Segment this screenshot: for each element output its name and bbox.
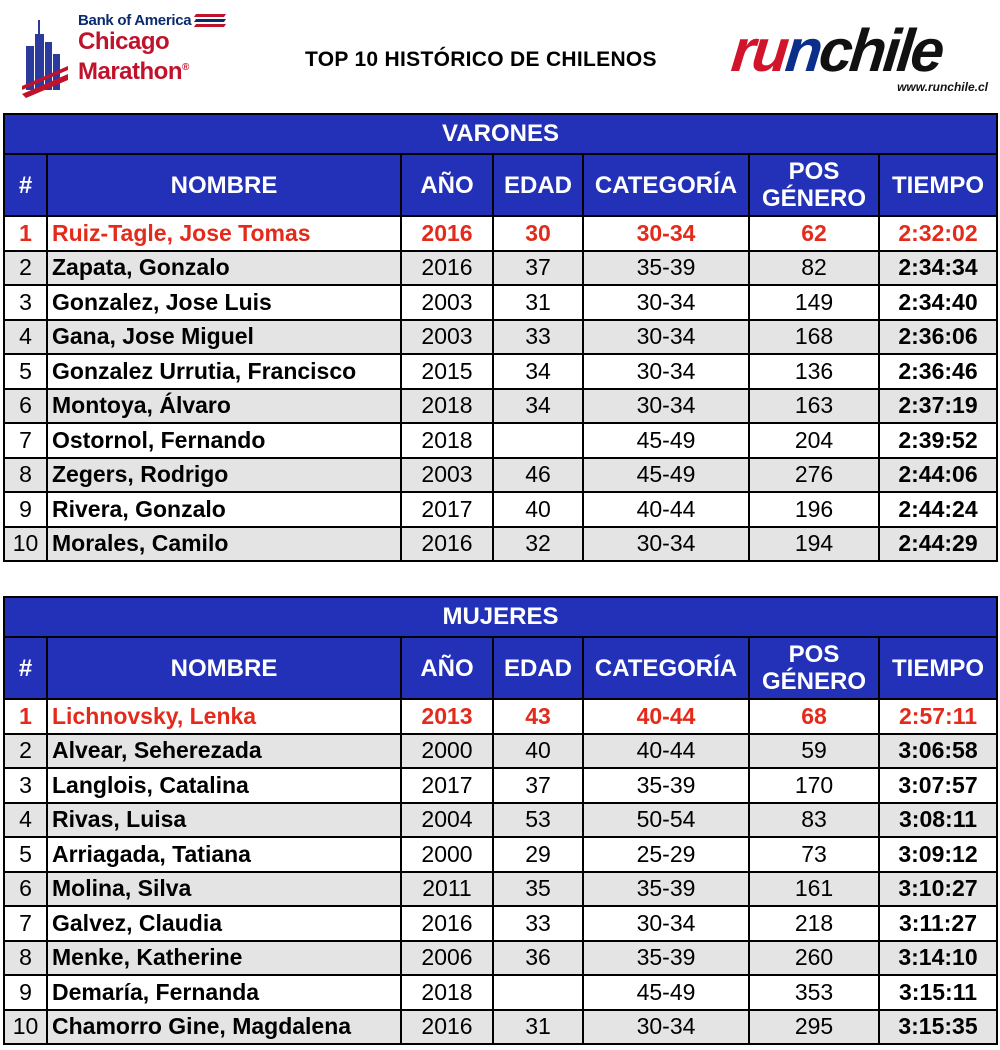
column-header-row bbox=[4, 637, 997, 699]
table-row bbox=[4, 492, 997, 527]
cell-year: 2003 bbox=[401, 320, 493, 355]
cell-age: 46 bbox=[493, 458, 583, 493]
cell-name: Lichnovsky, Lenka bbox=[47, 699, 401, 734]
cell-age bbox=[493, 975, 583, 1010]
cell-name: Galvez, Claudia bbox=[47, 906, 401, 941]
cell-year: 2015 bbox=[401, 354, 493, 389]
table-row bbox=[4, 837, 997, 872]
cell-category: 30-34 bbox=[583, 1010, 749, 1045]
cell-name: Chamorro Gine, Magdalena bbox=[47, 1010, 401, 1045]
cell-rank: 8 bbox=[4, 458, 47, 493]
table-row bbox=[4, 734, 997, 769]
table-row bbox=[4, 768, 997, 803]
page-title: TOP 10 HISTÓRICO DE CHILENOS bbox=[305, 48, 657, 71]
cell-gender-position: 276 bbox=[749, 458, 879, 493]
cell-age: 43 bbox=[493, 699, 583, 734]
cell-category: 30-34 bbox=[583, 906, 749, 941]
cell-gender-position: 353 bbox=[749, 975, 879, 1010]
table-row bbox=[4, 251, 997, 286]
table-row bbox=[4, 699, 997, 734]
cell-rank: 3 bbox=[4, 768, 47, 803]
cell-gender-position: 194 bbox=[749, 527, 879, 562]
event-name-line2: Marathon bbox=[78, 58, 182, 85]
cell-rank: 7 bbox=[4, 423, 47, 458]
varones-table bbox=[3, 113, 998, 562]
cell-age: 36 bbox=[493, 941, 583, 976]
col-year: AÑO bbox=[401, 637, 493, 699]
table-row bbox=[4, 320, 997, 355]
cell-category: 30-34 bbox=[583, 389, 749, 424]
cell-gender-position: 163 bbox=[749, 389, 879, 424]
col-time: TIEMPO bbox=[879, 154, 997, 216]
cell-rank: 5 bbox=[4, 837, 47, 872]
cell-gender-position: 59 bbox=[749, 734, 879, 769]
cell-category: 30-34 bbox=[583, 527, 749, 562]
col-rank: # bbox=[4, 154, 47, 216]
cell-name: Rivera, Gonzalo bbox=[47, 492, 401, 527]
col-category: CATEGORÍA bbox=[583, 154, 749, 216]
cell-name: Rivas, Luisa bbox=[47, 803, 401, 838]
cell-rank: 1 bbox=[4, 216, 47, 251]
cell-age: 53 bbox=[493, 803, 583, 838]
cell-time: 2:34:34 bbox=[879, 251, 997, 286]
sponsor-name: Bank of America bbox=[78, 12, 192, 29]
cell-rank: 7 bbox=[4, 906, 47, 941]
cell-year: 2003 bbox=[401, 285, 493, 320]
brand-n: n bbox=[782, 17, 824, 84]
cell-rank: 2 bbox=[4, 734, 47, 769]
registered-mark: ® bbox=[182, 62, 189, 73]
table-row bbox=[4, 1010, 997, 1045]
cell-year: 2013 bbox=[401, 699, 493, 734]
cell-time: 2:44:06 bbox=[879, 458, 997, 493]
cell-year: 2017 bbox=[401, 492, 493, 527]
cell-category: 30-34 bbox=[583, 320, 749, 355]
cell-age: 29 bbox=[493, 837, 583, 872]
table-row bbox=[4, 216, 997, 251]
cell-category: 45-49 bbox=[583, 975, 749, 1010]
cell-name: Gonzalez, Jose Luis bbox=[47, 285, 401, 320]
col-age: EDAD bbox=[493, 637, 583, 699]
col-year: AÑO bbox=[401, 154, 493, 216]
cell-time: 2:37:19 bbox=[879, 389, 997, 424]
cell-age: 31 bbox=[493, 285, 583, 320]
cell-year: 2018 bbox=[401, 423, 493, 458]
cell-time: 3:10:27 bbox=[879, 872, 997, 907]
cell-name: Morales, Camilo bbox=[47, 527, 401, 562]
cell-gender-position: 204 bbox=[749, 423, 879, 458]
section-title-mujeres: MUJERES bbox=[4, 597, 997, 637]
cell-gender-position: 62 bbox=[749, 216, 879, 251]
cell-rank: 2 bbox=[4, 251, 47, 286]
cell-category: 30-34 bbox=[583, 216, 749, 251]
cell-gender-position: 82 bbox=[749, 251, 879, 286]
cell-category: 40-44 bbox=[583, 492, 749, 527]
cell-gender-position: 218 bbox=[749, 906, 879, 941]
table-row bbox=[4, 906, 997, 941]
col-category: CATEGORÍA bbox=[583, 637, 749, 699]
cell-category: 40-44 bbox=[583, 734, 749, 769]
cell-gender-position: 161 bbox=[749, 872, 879, 907]
cell-age: 34 bbox=[493, 389, 583, 424]
table-row bbox=[4, 354, 997, 389]
table-row bbox=[4, 423, 997, 458]
cell-year: 2016 bbox=[401, 251, 493, 286]
cell-year: 2016 bbox=[401, 906, 493, 941]
cell-name: Menke, Katherine bbox=[47, 941, 401, 976]
cell-time: 2:34:40 bbox=[879, 285, 997, 320]
cell-name: Montoya, Álvaro bbox=[47, 389, 401, 424]
table-row bbox=[4, 975, 997, 1010]
cell-time: 3:09:12 bbox=[879, 837, 997, 872]
column-header-row bbox=[4, 154, 997, 216]
table-row bbox=[4, 872, 997, 907]
cell-year: 2016 bbox=[401, 1010, 493, 1045]
cell-year: 2018 bbox=[401, 975, 493, 1010]
cell-rank: 6 bbox=[4, 872, 47, 907]
cell-name: Molina, Silva bbox=[47, 872, 401, 907]
cell-rank: 4 bbox=[4, 320, 47, 355]
cell-year: 2006 bbox=[401, 941, 493, 976]
cell-rank: 10 bbox=[4, 527, 47, 562]
cell-name: Arriagada, Tatiana bbox=[47, 837, 401, 872]
cell-time: 3:08:11 bbox=[879, 803, 997, 838]
col-name: NOMBRE bbox=[47, 154, 401, 216]
cell-category: 45-49 bbox=[583, 458, 749, 493]
cell-category: 35-39 bbox=[583, 941, 749, 976]
cell-rank: 4 bbox=[4, 803, 47, 838]
page-header bbox=[0, 0, 1000, 110]
mujeres-table bbox=[3, 596, 998, 1045]
cell-category: 45-49 bbox=[583, 423, 749, 458]
cell-rank: 9 bbox=[4, 492, 47, 527]
cell-time: 2:36:46 bbox=[879, 354, 997, 389]
cell-category: 30-34 bbox=[583, 354, 749, 389]
col-name: NOMBRE bbox=[47, 637, 401, 699]
cell-age: 34 bbox=[493, 354, 583, 389]
section-title-varones: VARONES bbox=[4, 114, 997, 154]
flag-icon bbox=[195, 14, 225, 28]
cell-year: 2004 bbox=[401, 803, 493, 838]
cell-age bbox=[493, 423, 583, 458]
cell-gender-position: 168 bbox=[749, 320, 879, 355]
chicago-marathon-logo bbox=[22, 10, 232, 96]
cell-year: 2016 bbox=[401, 527, 493, 562]
cell-year: 2011 bbox=[401, 872, 493, 907]
cell-category: 35-39 bbox=[583, 872, 749, 907]
cell-category: 40-44 bbox=[583, 699, 749, 734]
brand-chile: chile bbox=[816, 17, 945, 84]
cell-time: 2:39:52 bbox=[879, 423, 997, 458]
cell-time: 3:15:35 bbox=[879, 1010, 997, 1045]
cell-year: 2003 bbox=[401, 458, 493, 493]
cell-time: 3:06:58 bbox=[879, 734, 997, 769]
cell-category: 35-39 bbox=[583, 251, 749, 286]
cell-time: 3:15:11 bbox=[879, 975, 997, 1010]
cell-age: 32 bbox=[493, 527, 583, 562]
boa-wordmark bbox=[78, 12, 225, 85]
runchile-logo bbox=[728, 14, 994, 104]
cell-name: Langlois, Catalina bbox=[47, 768, 401, 803]
cell-time: 2:32:02 bbox=[879, 216, 997, 251]
cell-gender-position: 170 bbox=[749, 768, 879, 803]
cell-time: 2:57:11 bbox=[879, 699, 997, 734]
cell-gender-position: 149 bbox=[749, 285, 879, 320]
table-row bbox=[4, 527, 997, 562]
cell-category: 30-34 bbox=[583, 285, 749, 320]
cell-category: 50-54 bbox=[583, 803, 749, 838]
cell-rank: 5 bbox=[4, 354, 47, 389]
cell-gender-position: 295 bbox=[749, 1010, 879, 1045]
cell-age: 31 bbox=[493, 1010, 583, 1045]
cell-time: 3:07:57 bbox=[879, 768, 997, 803]
table-row bbox=[4, 389, 997, 424]
cell-year: 2000 bbox=[401, 734, 493, 769]
cell-rank: 9 bbox=[4, 975, 47, 1010]
cell-gender-position: 68 bbox=[749, 699, 879, 734]
table-row bbox=[4, 941, 997, 976]
brand-url: www.runchile.cl bbox=[897, 80, 988, 94]
cell-year: 2017 bbox=[401, 768, 493, 803]
cell-name: Demaría, Fernanda bbox=[47, 975, 401, 1010]
cell-gender-position: 83 bbox=[749, 803, 879, 838]
cell-category: 35-39 bbox=[583, 768, 749, 803]
cell-rank: 1 bbox=[4, 699, 47, 734]
cell-category: 25-29 bbox=[583, 837, 749, 872]
cell-time: 3:14:10 bbox=[879, 941, 997, 976]
col-gender-position: POS GÉNERO bbox=[749, 637, 879, 699]
cell-time: 2:44:24 bbox=[879, 492, 997, 527]
cell-age: 30 bbox=[493, 216, 583, 251]
cell-name: Ostornol, Fernando bbox=[47, 423, 401, 458]
table-row bbox=[4, 803, 997, 838]
cell-year: 2016 bbox=[401, 216, 493, 251]
col-rank: # bbox=[4, 637, 47, 699]
cell-time: 2:44:29 bbox=[879, 527, 997, 562]
col-time: TIEMPO bbox=[879, 637, 997, 699]
event-name-line1: Chicago bbox=[78, 28, 170, 55]
cell-rank: 10 bbox=[4, 1010, 47, 1045]
cell-age: 37 bbox=[493, 251, 583, 286]
cell-name: Ruiz-Tagle, Jose Tomas bbox=[47, 216, 401, 251]
cell-gender-position: 196 bbox=[749, 492, 879, 527]
cell-age: 35 bbox=[493, 872, 583, 907]
cell-time: 2:36:06 bbox=[879, 320, 997, 355]
cell-name: Alvear, Seherezada bbox=[47, 734, 401, 769]
cell-age: 40 bbox=[493, 734, 583, 769]
cell-age: 40 bbox=[493, 492, 583, 527]
table-row bbox=[4, 285, 997, 320]
cell-age: 33 bbox=[493, 906, 583, 941]
cell-gender-position: 73 bbox=[749, 837, 879, 872]
cell-gender-position: 136 bbox=[749, 354, 879, 389]
cell-rank: 3 bbox=[4, 285, 47, 320]
cell-name: Zegers, Rodrigo bbox=[47, 458, 401, 493]
cell-gender-position: 260 bbox=[749, 941, 879, 976]
cell-age: 37 bbox=[493, 768, 583, 803]
col-age: EDAD bbox=[493, 154, 583, 216]
cell-rank: 8 bbox=[4, 941, 47, 976]
cell-name: Gonzalez Urrutia, Francisco bbox=[47, 354, 401, 389]
brand-ru: ru bbox=[728, 17, 790, 84]
table-row bbox=[4, 458, 997, 493]
skyline-icon bbox=[22, 16, 70, 98]
cell-year: 2000 bbox=[401, 837, 493, 872]
cell-name: Zapata, Gonzalo bbox=[47, 251, 401, 286]
col-gender-position: POS GÉNERO bbox=[749, 154, 879, 216]
cell-age: 33 bbox=[493, 320, 583, 355]
cell-year: 2018 bbox=[401, 389, 493, 424]
cell-time: 3:11:27 bbox=[879, 906, 997, 941]
cell-rank: 6 bbox=[4, 389, 47, 424]
cell-name: Gana, Jose Miguel bbox=[47, 320, 401, 355]
